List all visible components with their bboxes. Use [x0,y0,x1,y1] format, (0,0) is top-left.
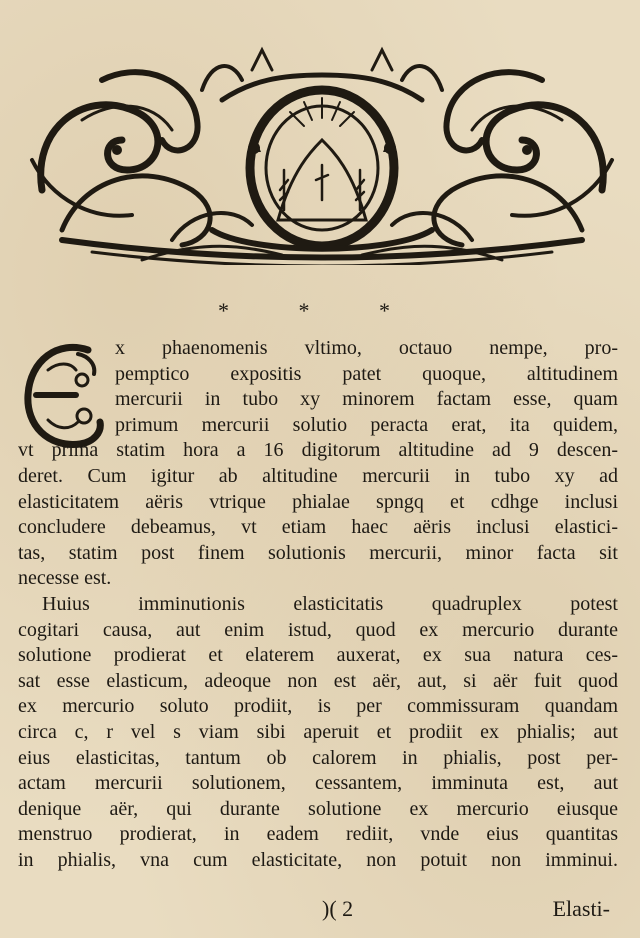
page-footer [0,896,640,926]
headpiece-ornament-icon [22,40,622,265]
text-line: ex mercurio soluto prodiit, is per commissuram quandam [18,695,618,718]
section-separator: * * * [218,298,422,323]
text-line: cogitari causa, aut enim istud, quod ex mercurio durante [18,618,618,641]
text-line: deret. Cum igitur ab altitudine mercurii in tubo xy ad [18,464,618,487]
signature-mark: )( 2 [322,896,354,921]
text-line: denique aër, qui durante solutione ex mercurio eiusque [18,797,618,820]
text-line: in phialis, vna cum elasticitate, non potuit non imminui. [18,848,618,871]
text-line: pemptico expositis patet quoque, altitudinem [115,362,618,385]
catchword: Elasti- [552,896,610,921]
text-line: menstruo prodierat, in eadem rediit, vnde eius quantitas [18,823,618,846]
text-line: primum mercurii solutio peracta erat, ita quidem, [115,413,618,436]
text-line: eius elasticitas, tantum ob calorem in phialis, post per- [18,746,618,769]
text-line: mercurii in tubo xy minorem factam esse, quam [115,388,618,411]
text-line: vt prima statim hora a 16 digitorum altitudine ad 9 descen- [18,439,618,462]
text-line: Huius imminutionis elasticitatis quadruplex potest [42,592,618,615]
text-line: necesse est. [18,567,112,590]
text-line: concludere debeamus, vt etiam haec aëris inclusi elastici- [18,516,618,539]
text-line: circa c, r vel s viam sibi aperuit et prodiit ex phialis; aut [18,720,618,743]
text-line: tas, statim post finem solutionis mercurii, minor facta sit [18,541,618,564]
text-line: solutione prodierat et elaterem auxerat, ex sua natura ces- [18,644,618,667]
text-line: sat esse elasticum, adeoque non est aër, aut, si aër fuit quod [18,669,618,692]
text-line: x phaenomenis vltimo, octauo nempe, pro- [115,337,618,359]
text-line: elasticitatem aëris vtrique phialae spngq et cdhge inclusi [18,490,618,513]
text-line: actam mercurii solutionem, cessantem, imminuta est, aut [18,772,618,795]
body-text [18,336,618,873]
